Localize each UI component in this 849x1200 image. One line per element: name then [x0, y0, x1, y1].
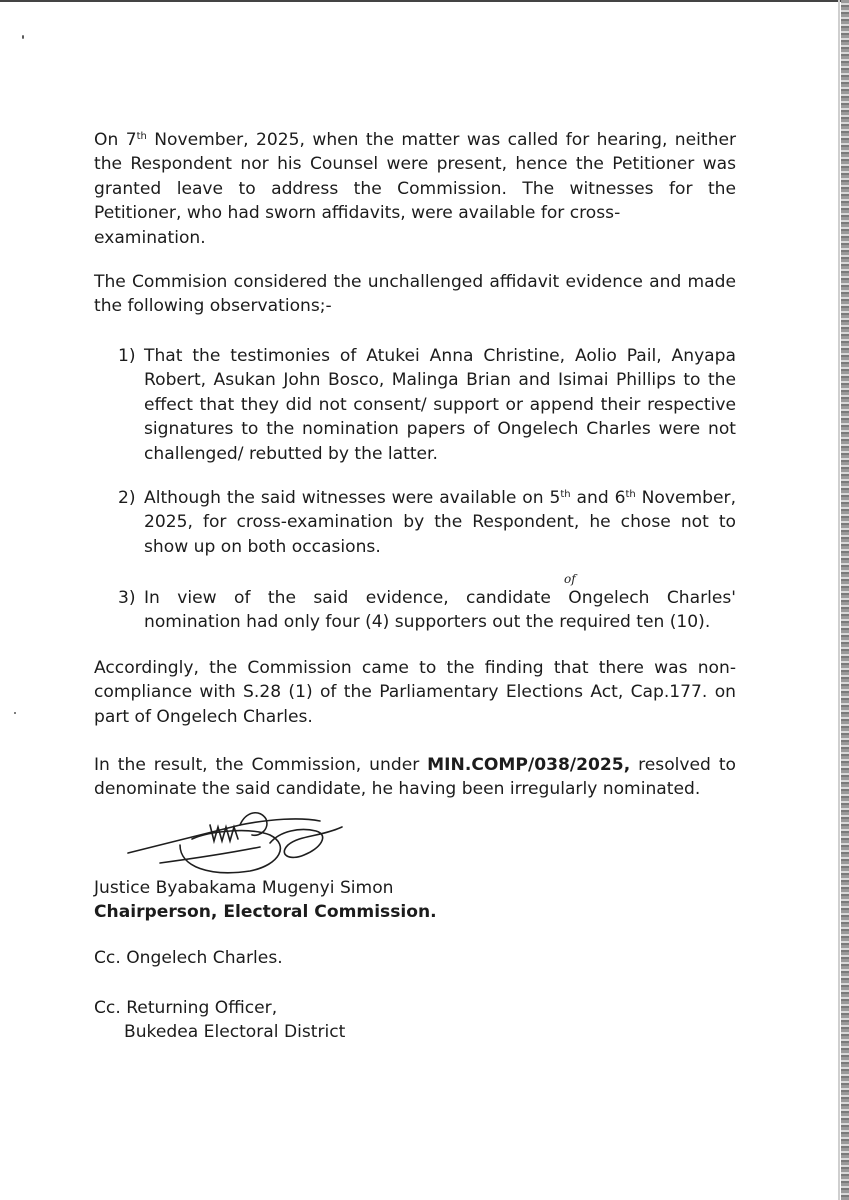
list-item-text: In view of the said evidence, candidate Ongelech Charles' nomination had only four (4) supporters out the required ten (10).	[144, 588, 736, 633]
scan-edge-top	[0, 0, 849, 2]
finding-paragraph: Accordingly, the Commission came to the finding that there was non-compliance with S.28 (1) of the Parliamentary Elections Act, Cap.177. on part of Ongelech Charles.	[94, 658, 736, 727]
signatory-name: Justice Byabakama Mugenyi Simon	[94, 878, 394, 898]
scan-edge-inner	[838, 0, 840, 1200]
signatory-title: Chairperson, Electoral Commission.	[94, 902, 437, 922]
list-item-text: That the testimonies of Atukei Anna Christine, Aolio Pail, Anyapa Robert, Asukan John Bosco, Malinga Brian and Isimai Phillips to the effect that they did not consent/ support or append their respective signatures to the nomination papers of Ongelech Charles were not challenged/ rebutted by the latter.	[144, 346, 736, 464]
scan-speck	[22, 35, 24, 39]
scan-speck	[14, 712, 16, 714]
copy-recipient-district: Bukedea Electoral District	[124, 1022, 346, 1042]
signature-image	[120, 805, 360, 885]
list-item-number: 1)	[118, 346, 136, 366]
observations-intro: The Commision considered the unchallenged affidavit evidence and made the following observations;-	[94, 272, 736, 317]
list-item-number: 2)	[118, 488, 136, 508]
copy-recipient: Cc. Ongelech Charles.	[94, 948, 283, 968]
hearing-paragraph: On 7th November, 2025, when the matter was called for hearing, neither the Respondent nor his Counsel were present, hence the Petitioner was granted leave to address the Commission. The witnesses for the Petitioner, who had sworn affidavits, were available for cross- examination.	[94, 130, 736, 248]
copy-recipient: Cc. Returning Officer,	[94, 998, 278, 1018]
scan-edge-right	[841, 0, 849, 1200]
list-item-text: Although the said witnesses were available on 5th and 6th November, 2025, for cross-examination by the Respondent, he chose not to show up on both occasions.	[144, 488, 736, 557]
list-item-number: 3)	[118, 588, 136, 608]
resolution-paragraph: In the result, the Commission, under MIN.COMP/038/2025, resolved to denominate the said candidate, he having been irregularly nominated.	[94, 755, 736, 800]
handwritten-insertion: of	[564, 572, 576, 586]
minute-reference: MIN.COMP/038/2025,	[427, 755, 631, 775]
